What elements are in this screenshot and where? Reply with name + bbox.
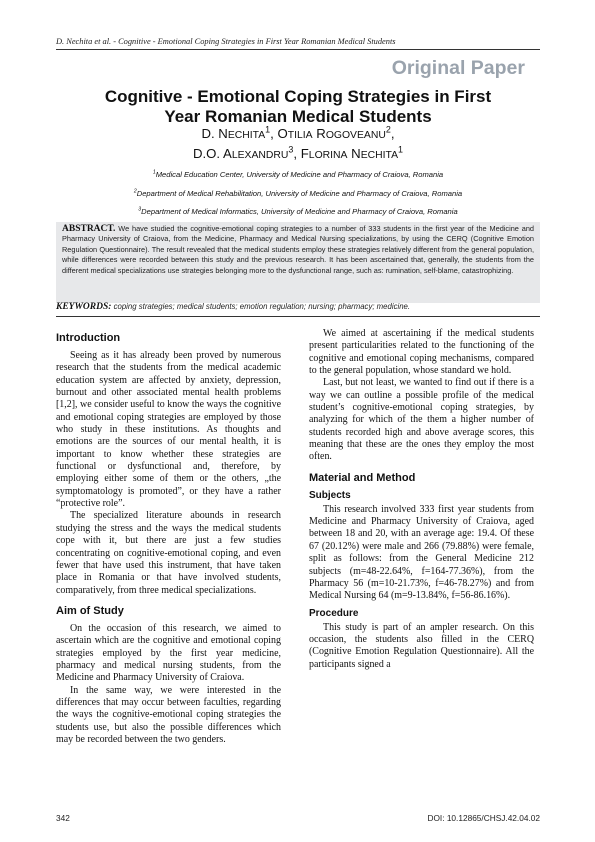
abstract-box — [56, 222, 540, 303]
title-line-1: Cognitive - Emotional Coping Strategies in First — [104, 87, 492, 106]
affiliation-2: $^2$Department of Medical Rehabilitation, University of Medicine and Pharmacy of Craiova, Romania — [133, 188, 463, 198]
abstract-text: We have studied the cognitive-emotional coping strategies to a number of 333 students in the first year of the Medicine and Pharmacy University of Craiova, from the Medicine, Pharmacy and Medical Nursing specializations, by using the CERQ (Cognitive Emotion Regulation Questionnaire). The result revealed that the medical students employ these strategies relatively different from the general population, while differences were recorded between this study and the previous research. It has been ascertained that, generally, the students from the different medical specializations use strategies belonging more to the dysfunctional range, such as: rumination, self-blame, catastrophizing. — [62, 224, 534, 275]
title-line-2: Year Romanian Medical Students — [164, 107, 432, 126]
paper-title — [56, 87, 540, 127]
introduction-paragraph-1: Seeing as it has already been proved by numerous research that the students from the medical academic education system are affected by anxiety, depression, burnout and other associated mental health problems [1,2], we consider useful to know the ways the cognitive and emotional coping strategies are employed by those who study in these institutions. As thoughts and emotions are the sources of our mental health, it is important to know whether these strategies are functional or dysfunctional and, therefore, by employing either some of them or the others, „the symptomatology is promoted”, or they have a rather “protective role”. — [56, 350, 281, 510]
abstract — [62, 224, 534, 276]
abstract-label: ABSTRACT. — [62, 224, 116, 234]
methods-heading: Material and Method — [309, 471, 416, 484]
author-nechita-f: FLORINA NECHITA$^1$ — [300, 144, 404, 161]
introduction-paragraph-2: The specialized literature abounds in research studying the stress and the ways the medical students cope with it, but there are just a few studies concentrating on cognitive-emotional coping, and even fewer that have used this instrument, that have taken place in Romania or that have involved students, comparatively, from three medical specializations. — [56, 510, 281, 596]
introduction-heading: Introduction — [56, 332, 121, 344]
author-alexandru-do: D.O. ALEXANDRU$^3$ — [192, 144, 294, 161]
affiliation-1: $^1$Medical Education Center, University of Medicine and Pharmacy of Craiova, Romania — [152, 169, 444, 179]
aim-paragraph-3: We aimed at ascertaining if the medical students present particularities related to the functioning of the cognitive and emotional coping mechanisms, compared to the general population, whose standard we hold. — [309, 328, 534, 377]
keywords-label: KEYWORDS: — [56, 302, 112, 312]
page-number: 342 — [56, 813, 70, 823]
author-rogoveanu-o: OTILIA ROGOVEANU$^2$ — [277, 124, 391, 141]
affiliation-3: $^3$Department of Medical Informatics, University of Medicine and Pharmacy of Craiova, Romania — [138, 206, 458, 216]
doi: DOI: 10.12865/CHSJ.42.04.02 — [427, 813, 540, 823]
subjects-paragraph: This research involved 333 first year students from Medicine and Pharmacy University of Craiova, aged between 18 and 20, with an average age: 19.4. Of these 67 (20.12%) were male and 266 (79.88%) were female, split as follows: from the General Medicine 212 subjects (m=48-22.64%, f=164-77.36%), from the Pharmacy 56 (m=10-21.73%, f=46-78.27%) and from Medical Nursing 64 (m=9-13.84%, f=56-86.16%). — [309, 503, 534, 602]
left-column — [56, 328, 281, 773]
author-line-2: D.O. ALEXANDRU$^3$, FLORINA NECHITA$^1$ — [192, 144, 404, 161]
paper-type-label: Original Paper — [391, 57, 525, 79]
author-line-1: D. NECHITA$^1$, OTILIA ROGOVEANU$^2$, — [201, 124, 395, 141]
procedure-heading: Procedure — [309, 607, 359, 619]
page-footer — [56, 813, 540, 823]
aim-heading: Aim of Study — [56, 604, 124, 617]
aim-paragraph-2: In the same way, we were interested in the differences that may occur between faculties, regarding the ways the cognitive-emotional coping strategies the students use, but also the possible differences which may be recorded between the two genders. — [56, 684, 281, 745]
procedure-paragraph: This study is part of an ampler research. On this occasion, the students also filled in the CERQ (Cognitive Emotion Regulation Questionnaire). All the participants signed a — [309, 621, 534, 670]
subjects-heading: Subjects — [309, 489, 351, 501]
running-header: D. Nechita et al. - Cognitive - Emotional Coping Strategies in First Year Romanian Medical Students — [56, 37, 540, 50]
keywords-text: coping strategies; medical students; emotion regulation; nursing; pharmacy; medicine. — [113, 302, 411, 311]
keywords — [56, 302, 540, 317]
aim-paragraph-4: Last, but not least, we wanted to find out if there is a way we can outline a possible profile of the medical student’s cognitive-emotional coping strategies, by analyzing for which of the them a higher number of students recorded high and above average scores, this meaning that these are the ones they employ the most often. — [309, 377, 534, 463]
aim-paragraph-1: On the occasion of this research, we aimed to ascertain which are the cognitive and emotional coping strategies employed by the first year medicine, pharmacy and medical nursing students, from the Medicine and Pharmacy University of Craiova. — [56, 622, 281, 684]
author-list — [56, 125, 540, 165]
author-nechita-d: D. NECHITA$^1$ — [201, 124, 271, 141]
right-column — [309, 328, 534, 773]
